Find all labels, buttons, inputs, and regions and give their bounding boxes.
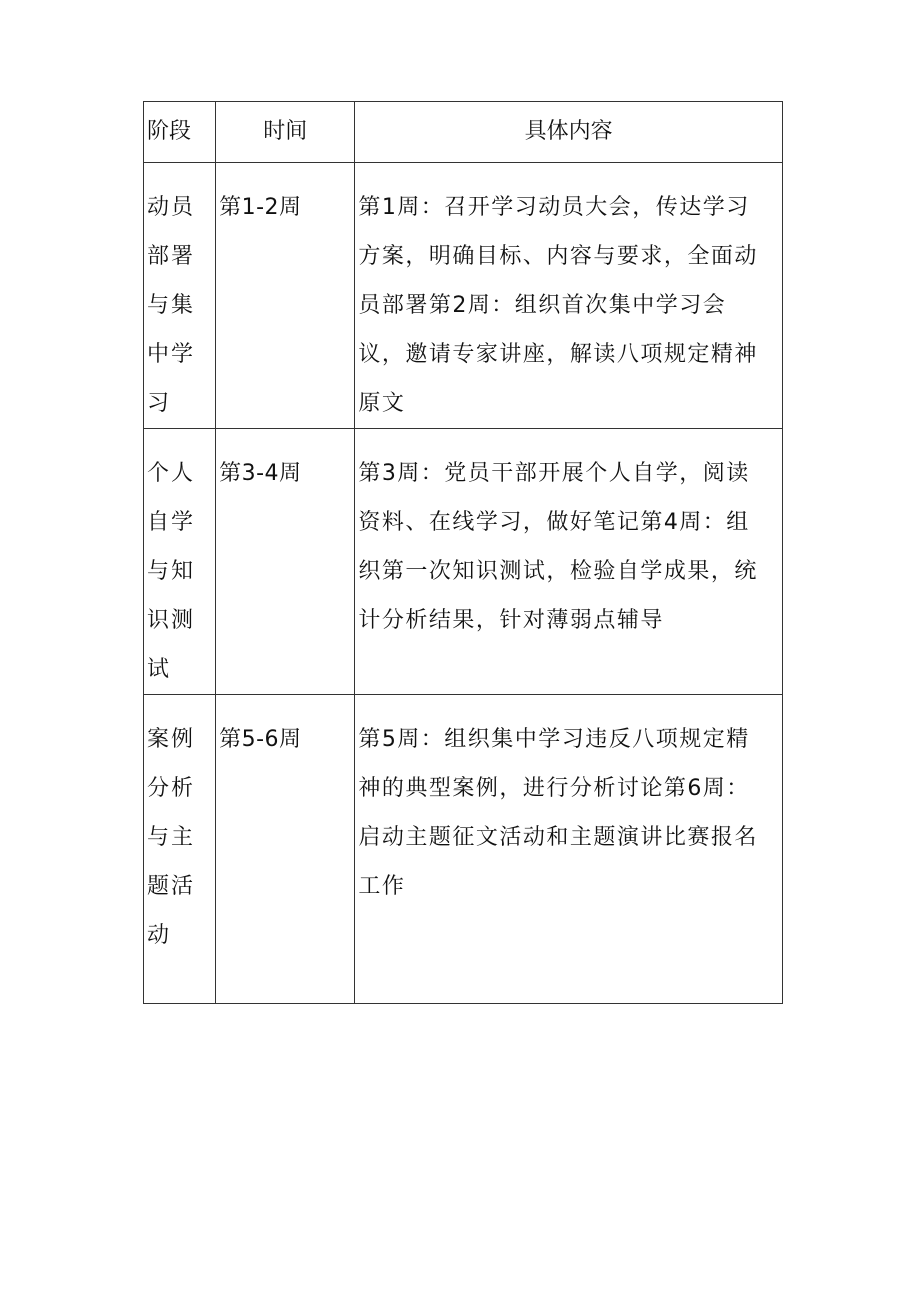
- header-time: 时间: [216, 102, 355, 163]
- stage-cell: [144, 429, 216, 695]
- content-text: 第5周：组织集中学习违反八项规定精神的典型案例，进行分析讨论第6周：启动主题征文活动和主题演讲比赛报名工作: [358, 727, 758, 899]
- stage-cell: [144, 695, 216, 1004]
- content-cell: [355, 163, 783, 429]
- table-row: [144, 163, 783, 429]
- header-content: 具体内容: [355, 102, 783, 163]
- content-cell: [355, 429, 783, 695]
- time-text: 第5-6周: [219, 727, 302, 752]
- time-cell: [216, 163, 355, 429]
- stage-text: 个人自学与知识测试: [147, 461, 196, 682]
- content-text: 第3周：党员干部开展个人自学，阅读资料、在线学习，做好笔记第4周：组织第一次知识测试，检验自学成果，统计分析结果，针对薄弱点辅导: [358, 461, 758, 633]
- table-header-row: [144, 102, 783, 163]
- time-text: 第3-4周: [219, 461, 302, 486]
- time-text: 第1-2周: [219, 195, 302, 220]
- content-text: 第1周：召开学习动员大会，传达学习方案，明确目标、内容与要求，全面动员部署第2周：组织首次集中学习会议，邀请专家讲座，解读八项规定精神原文: [358, 195, 758, 416]
- stage-cell: [144, 163, 216, 429]
- time-cell: [216, 695, 355, 1004]
- header-stage: 阶段: [144, 102, 216, 163]
- time-cell: [216, 429, 355, 695]
- table-row: [144, 429, 783, 695]
- stage-text: 动员部署与集中学习: [147, 195, 196, 416]
- stage-text: 案例分析与主题活动: [147, 727, 196, 948]
- schedule-table: [143, 101, 783, 1004]
- table-row: [144, 695, 783, 1004]
- content-cell: [355, 695, 783, 1004]
